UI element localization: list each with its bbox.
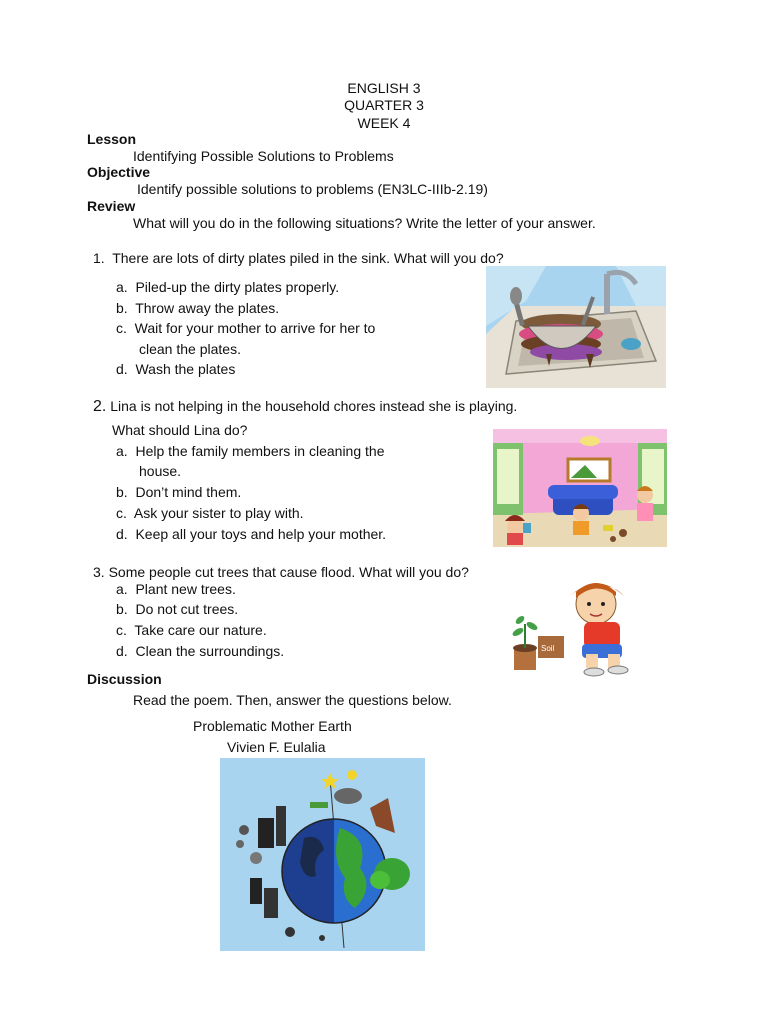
soil-bag-label: Soil (541, 644, 555, 653)
question-2-cont: What should Lina do? (112, 422, 248, 438)
discussion-label: Discussion (87, 671, 162, 687)
option-3c: c. Take care our nature. (116, 622, 267, 638)
option-2a: a. Help the family members in cleaning the (116, 443, 385, 459)
header-english: ENGLISH 3 (347, 80, 421, 96)
option-1d: d. Wash the plates (116, 361, 236, 377)
option-2c: c. Ask your sister to play with. (116, 505, 304, 521)
question-number: 1. (93, 250, 105, 266)
question-text: There are lots of dirty plates piled in the sink. What will you do? (112, 250, 504, 266)
earth-illustration (220, 758, 425, 951)
option-1c: c. Wait for your mother to arrive for her to (116, 320, 376, 336)
poem-author: Vivien F. Eulalia (227, 739, 326, 755)
objective-label: Objective (87, 164, 151, 180)
option-1b: b. Throw away the plates. (116, 300, 280, 316)
objective-text: Identify possible solutions to problems (EN3LC-IIIb-2.19) (137, 181, 488, 197)
option-1c-cont: clean the plates. (139, 341, 241, 357)
lesson-label: Lesson (87, 131, 137, 147)
lesson-text: Identifying Possible Solutions to Problems (133, 148, 394, 164)
header-quarter: QUARTER 3 (344, 97, 424, 113)
option-2a-cont: house. (139, 463, 182, 479)
option-3b: b. Do not cut trees. (116, 601, 239, 617)
review-label: Review (87, 198, 136, 214)
poem-title: Problematic Mother Earth (193, 718, 352, 734)
question-text: Lina is not helping in the household chores instead she is playing. (110, 398, 518, 414)
question-3 (93, 564, 469, 580)
option-1a: a. Piled-up the dirty plates properly. (116, 279, 340, 295)
boy-planting-illustration (500, 574, 664, 678)
review-text: What will you do in the following situations? Write the letter of your answer. (133, 215, 596, 231)
option-2b: b. Don’t mind them. (116, 484, 242, 500)
question-text: Some people cut trees that cause flood. What will you do? (108, 564, 469, 580)
discussion-text: Read the poem. Then, answer the questions below. (133, 692, 452, 708)
option-2d: d. Keep all your toys and help your mother. (116, 526, 387, 542)
question-2 (93, 398, 517, 416)
dirty-plates-illustration (486, 266, 666, 388)
header-week: WEEK 4 (357, 115, 411, 131)
option-3d: d. Clean the surroundings. (116, 643, 285, 659)
question-1 (93, 250, 504, 266)
question-number: 2. (93, 398, 107, 415)
living-room-illustration (493, 429, 667, 547)
question-number: 3. (93, 564, 105, 580)
option-3a: a. Plant new trees. (116, 581, 236, 597)
